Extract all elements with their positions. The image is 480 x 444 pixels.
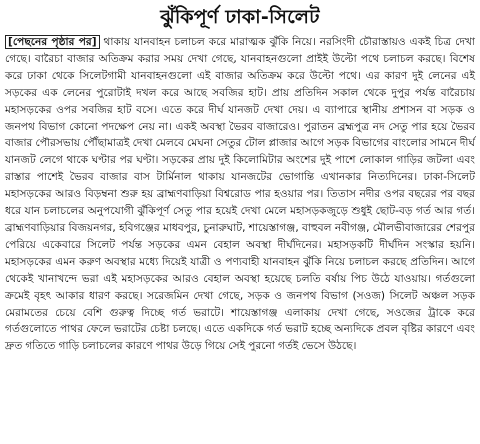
article-body [5,34,475,355]
headline: ঝুঁকিপূর্ণ ঢাকা-সিলেট [160,6,320,28]
article-text: থাকায় যানবাহন চলাচল করে মারাত্মক ঝুঁকি নিয়ে। নরসিংদী চৌরাস্তায়ও একই চিত্র দেখা গেছে। বারৈচা বাজার অতিক্রম করার সময় দেখা গেছে, যানবাহনগুলো প্রাইই উল্টো পথে চলাচল করছে। বিশেষ করে ঢাকা থেকে সিলেটগামী যানবাহনগুলো এই বাজার অতিক্রম করে উল্টো পথে। এর কারণ দুই লেনের এই সড়কের এক লেনের পুরোটাই দখল করে আছে সবজির হাট। প্রায় প্রতিদিন সকাল থেকে দুপুর পর্যন্ত বারৈচায় মহাসড়কের ওপর সবজির হাট বসে। এতে করে দীর্ঘ যানজট দেখা দেয়। এ ব্যাপারে স্থানীয় প্রশাসন বা সড়ক ও জনপথ বিভাগ কোনো পদক্ষেপ নেয় না। একই অবস্থা ভৈরব বাজারেও। পুরাতন ব্রহ্মপুত্র নদ সেতু পার হয়ে ভৈরব বাজার পৌরসভায় পৌঁছামাত্রই দেখা মেলবে মেঘনা সেতুর টোল প্লাজার আগে সড়ক বিভাগের বাংলোর সামনে দীর্ঘ যানজট লেগে থাকে ঘণ্টার পর ঘণ্টা। সড়কের প্রায় দুই কিলোমিটার অংশের দুই পাশে লোকাল গাড়ির জটলা এবং রাস্তার পাশেই ভৈরব বাজার বাস টার্মিনাল থাকায় যানজটের ভোগান্তি এখানকার নিত্যদিনের। ঢাকা-সিলেট মহাসড়কের আরও বিড়ম্বনা শুরু হয় ব্রাহ্মণবাড়িয়া বিশ্বরোড পার হওয়ার পর। তিতাস নদীর ওপর বছরের পর বছর ধরে যান চলাচলের অনুপযোগী ঝুঁকিপূর্ণ সেতু পার হয়েই দেখা মেলে মহাসড়কজুড়ে শুধুই ছোট-বড় গর্ত আর গর্ত। ব্রাহ্মণবাড়িয়ার বিজয়নগর, হবিগঞ্জের মাধবপুর, চুনারুঘাট, শায়েস্তাগঞ্জ, বাহুবল নবীগঞ্জ, মৌলভীবাজারের শেরপুর পেরিয়ে একেবারে সিলেট পর্যন্ত সড়কের এমন বেহাল অবস্থা দীর্ঘদিনের। মহাসড়কটি দীর্ঘদিন সংস্কার হয়নি। মহাসড়কের এমন করুণ অবস্থার মধ্যে দিয়েই যাত্রী ও পণ্যবাহী যানবাহন ঝুঁকি নিয়ে চলাচল করছে প্রতিদিন। আগে থেকেই খানাখন্দে ভরা এই মহাসড়কের আরও বেহাল অবস্থা হয়েছে চলতি বর্ষায় পিচ উঠে যাওয়ায়। গর্তগুলো ক্রমেই বৃহৎ আকার ধারণ করছে। সরেজমিন দেখা গেছে, সড়ক ও জনপথ বিভাগ (সওজ) সিলেট অঞ্চল সড়ক মেরামতের চেয়ে বেশি গুরুত্ব দিচ্ছে গর্ত ভরাটে। শায়েস্তাগঞ্জ এলাকায় দেখা গেছে, সওজের ট্রাকে করে গর্তগুলোতে পাথর ফেলে ভরাটের চেষ্টা চলছে। এতে একদিকে গর্ত ভরাট হচ্ছে অন্যদিকে প্রবল বৃষ্টির কারণে এবং দ্রুত গতিতে গাড়ি চলাচলের কারণে পাথর উড়ে গিয়ে সেই পুরনো গর্তই ভেসে উঠছে। [5,36,475,353]
continued-from-back-page-tag: [পেছনের পৃষ্ঠার পর] [5,35,100,49]
